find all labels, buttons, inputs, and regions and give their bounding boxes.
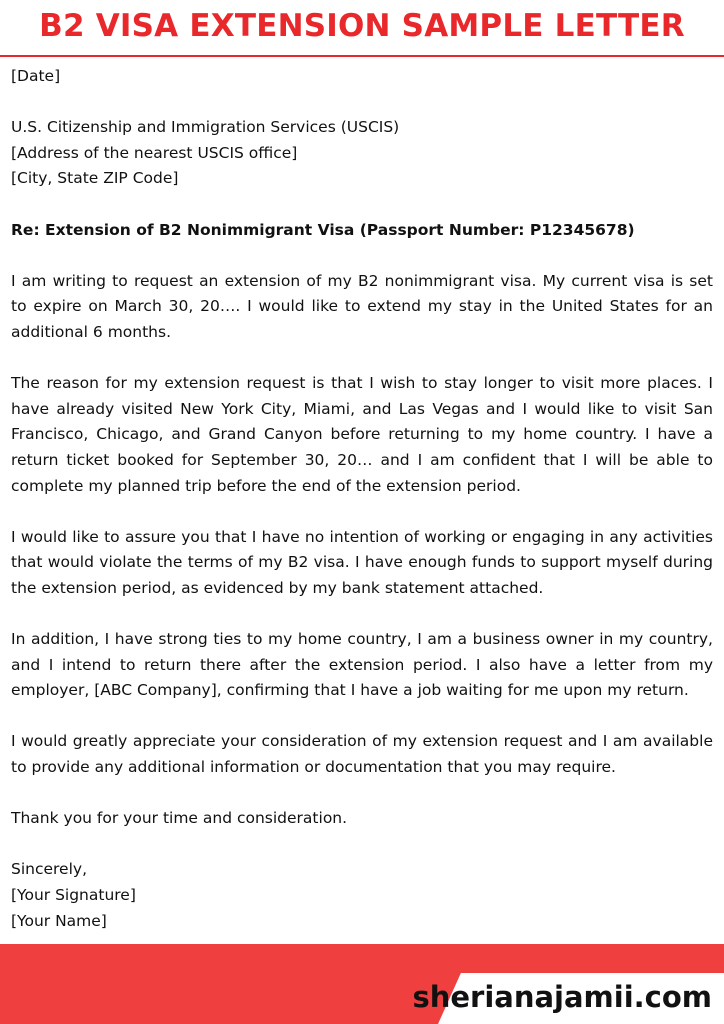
letter-paragraph: The reason for my extension request is that I wish to stay longer to visit more places. I have already visited New York City, Miami, and Las Vegas and I would like to visit San Francisco, Chicago, and Grand Canyon before returning to my home country. I have a return ticket booked for September 30, 20… and I am confident that I will be able to complete my planned trip before the end of the extension period. xyxy=(11,374,713,495)
recipient-line: [City, State ZIP Code] xyxy=(11,169,179,188)
letter-body xyxy=(11,64,713,934)
title-divider xyxy=(0,55,724,57)
letter-paragraph: I would like to assure you that I have no intention of working or engaging in any activities that would violate the terms of my B2 visa. I have enough funds to support myself during the extension period, as evidenced by my bank statement attached. xyxy=(11,527,713,597)
footer-site-name: sherianajamii.com xyxy=(412,980,712,1014)
closing-block xyxy=(11,857,713,934)
signature-placeholder: [Your Signature] xyxy=(11,886,136,904)
letter-subject: Re: Extension of B2 Nonimmigrant Visa (Passport Number: P12345678) xyxy=(11,220,635,239)
closing-line: Sincerely, xyxy=(11,860,88,879)
recipient-line: U.S. Citizenship and Immigration Services (USCIS) xyxy=(11,118,400,137)
letter-date: [Date] xyxy=(11,67,61,85)
recipient-block xyxy=(11,115,713,192)
letter-paragraph: I would greatly appreciate your consideration of my extension request and I am available to provide any additional information or documentation that you may require. xyxy=(11,732,713,777)
letter-paragraph: Thank you for your time and consideration. xyxy=(11,809,348,828)
name-placeholder: [Your Name] xyxy=(11,911,107,930)
recipient-line: [Address of the nearest USCIS office] xyxy=(11,143,298,162)
letter-paragraph: I am writing to request an extension of my B2 nonimmigrant visa. My current visa is set to expire on March 30, 20…. I would like to extend my stay in the United States for an additional 6 months. xyxy=(11,271,713,341)
page-title: B2 VISA EXTENSION SAMPLE LETTER xyxy=(39,8,685,44)
letter-paragraph: In addition, I have strong ties to my home country, I am a business owner in my country, and I intend to return there after the extension period. I also have a letter from my employer, [ABC Company], confirming that I have a job waiting for me upon my return. xyxy=(11,630,713,700)
